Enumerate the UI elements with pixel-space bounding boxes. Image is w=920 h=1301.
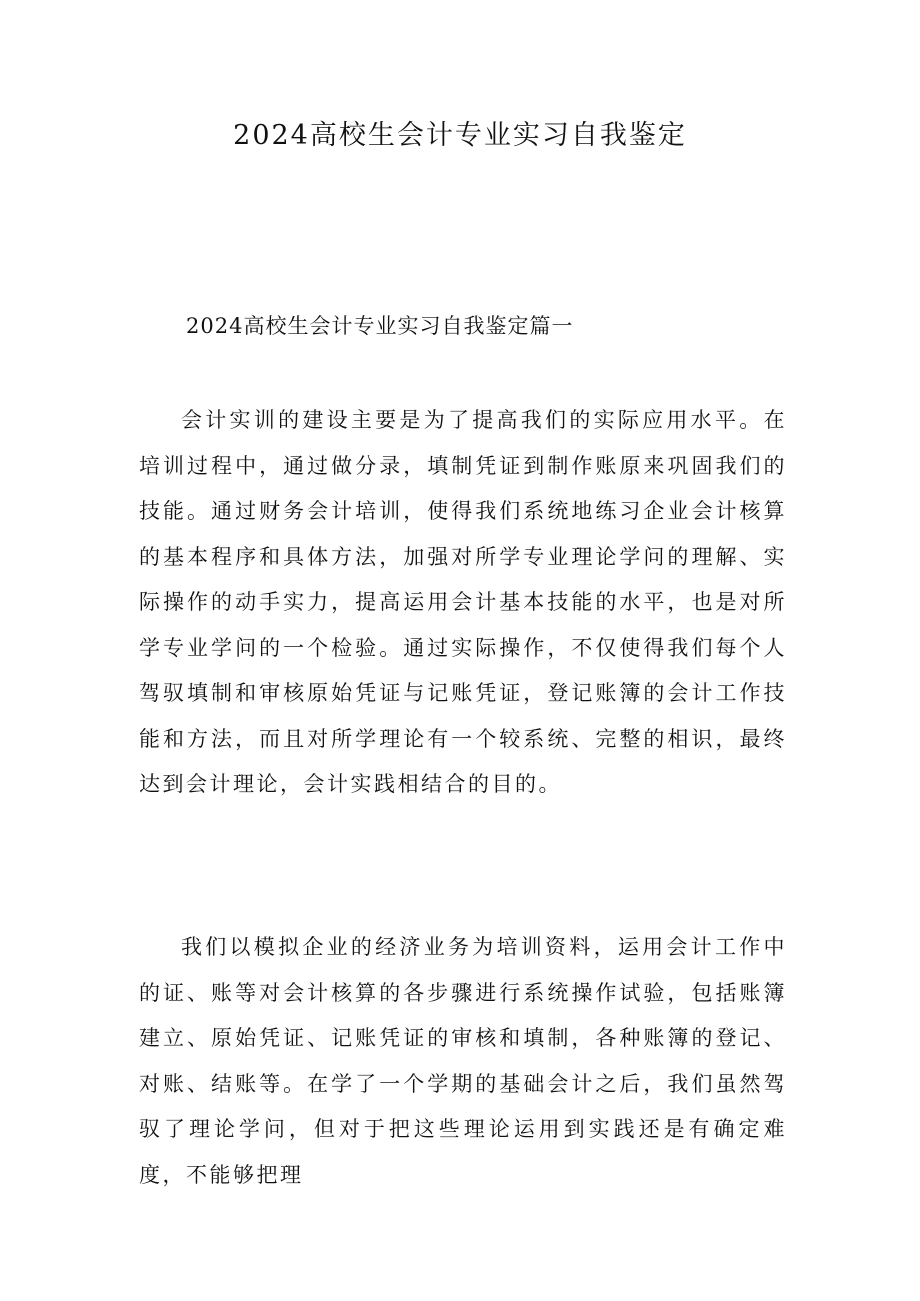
body-paragraph-2: 我们以模拟企业的经济业务为培训资料，运用会计工作中的证、账等对会计核算的各步骤进行系统操作试验，包括账簿建立、原始凭证、记账凭证的审核和填制，各种账簿的登记、对账、结账等。在学了一个学期的基础会计之后，我们虽然驾驭了理论学问，但对于把这些理论运用到实践还是有确定难度，不能够把理 <box>139 935 787 1187</box>
section-heading: 2024高校生会计专业实习自我鉴定篇一 <box>186 314 574 338</box>
document-title: 2024高校生会计专业实习自我鉴定 <box>233 120 687 151</box>
body-paragraph-1: 会计实训的建设主要是为了提高我们的实际应用水平。在培训过程中，通过做分录，填制凭证到制作账原来巩固我们的技能。通过财务会计培训，使得我们系统地练习企业会计核算的基本程序和具体方法，加强对所学专业理论学问的理解、实际操作的动手实力，提高运用会计基本技能的水平，也是对所学专业学问的一个检验。通过实际操作，不仅使得我们每个人驾驭填制和审核原始凭证与记账凭证，登记账簿的会计工作技能和方法，而且对所学理论有一个较系统、完整的相识，最终达到会计理论，会计实践相结合的目的。 <box>139 408 787 796</box>
